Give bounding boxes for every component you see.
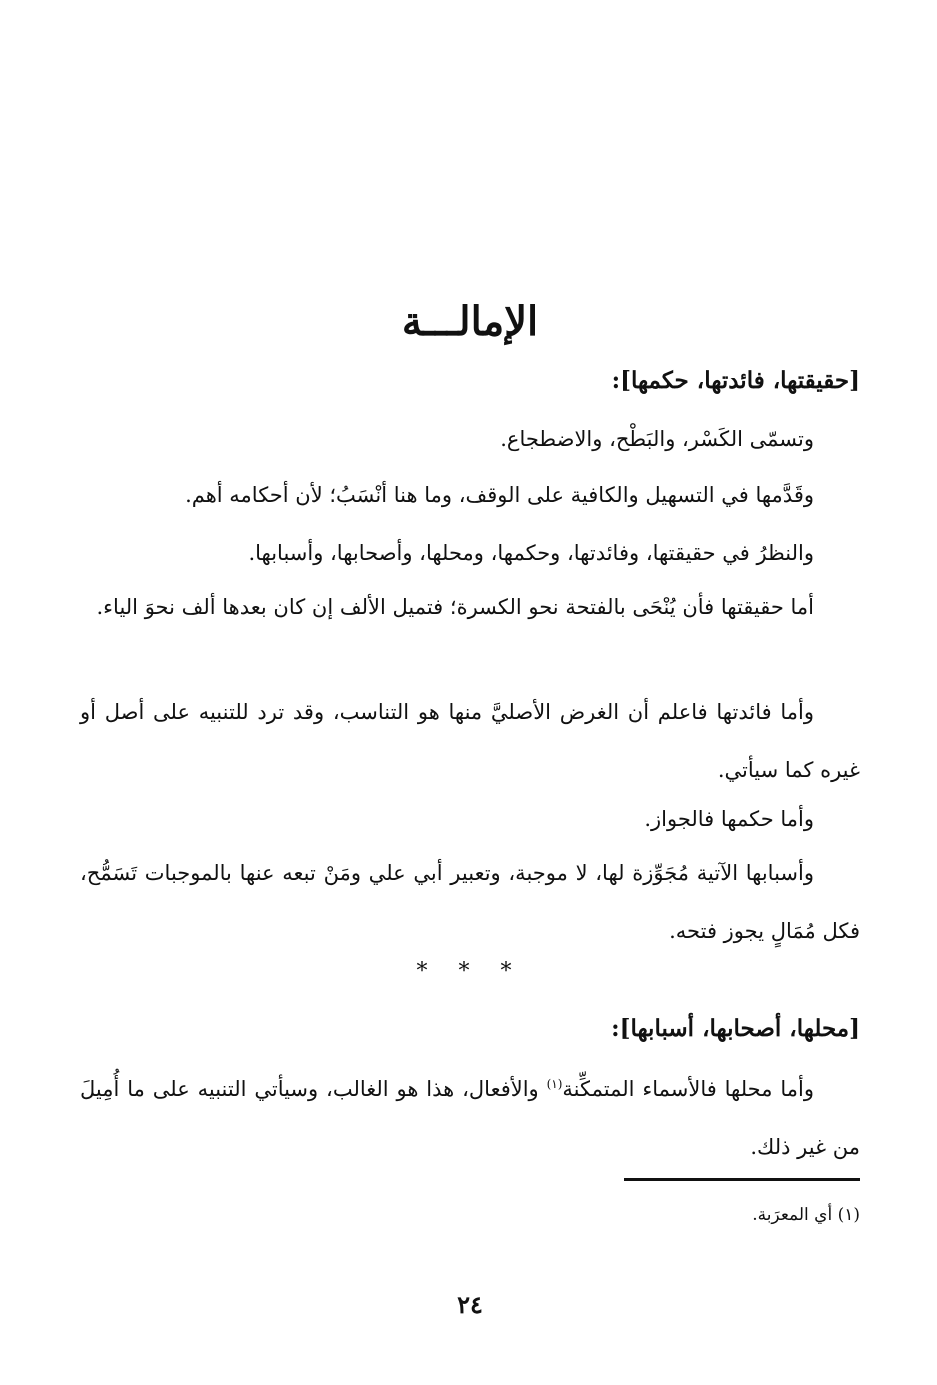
footnote-text: (١) أي المعرَبة. [752,1205,860,1225]
paragraph-causes: وأسبابها الآتية مُجَوِّزة لها، لا موجبة، وتعبير أبي علي ومَنْ تبعه عنها بالموجبات تَسَمُّح، فكل مُمَالٍ يجوز فتحه. [80,861,860,943]
paragraph-aspects: والنظرُ في حقيقتها، وفائدتها، وحكمها، ومحلها، وأصحابها، وأسبابها. [248,541,814,565]
section-heading-location: [محلها، أصحابها، أسبابها]: [611,1015,860,1042]
paragraph-ruling: وأما حكمها فالجواز. [644,807,814,831]
paragraph-location-text-end: والأفعال، هذا هو الغالب، وسيأتي التنبيه على ما أُمِيلَ من غير ذلك. [80,1077,860,1159]
document-page [80,0,860,1385]
footnote-marker: (١) [546,1077,563,1091]
footnote-separator-line [624,1178,860,1181]
paragraph-ordering: وقَدَّمها في التسهيل والكافية على الوقف، وما هنا أنْسَبُ؛ لأن أحكامه أهم. [185,483,814,507]
page-number: ٢٤ [457,1290,483,1319]
paragraph-location [80,1055,860,1176]
paragraph-location-text-start: وأما محلها فالأسماء المتمكِّنة [562,1077,814,1101]
paragraph-benefit: وأما فائدتها فاعلم أن الغرض الأصليَّ منها هو التناسب، وقد ترد للتنبيه على أصل أو غيره كما سيأتي. [80,700,860,782]
section-separator-stars: * * * [416,959,524,984]
section-heading-definition: [حقيقتها، فائدتها، حكمها]: [611,367,860,394]
paragraph-names: وتسمّى الكَسْر، والبَطْح، والاضطجاع. [500,427,814,451]
chapter-title: الإمالـــة [401,298,539,345]
paragraph-definition: أما حقيقتها فأن يُنْحَى بالفتحة نحو الكسرة؛ فتميل الألف إن كان بعدها ألف نحوَ الياء. [96,595,814,619]
